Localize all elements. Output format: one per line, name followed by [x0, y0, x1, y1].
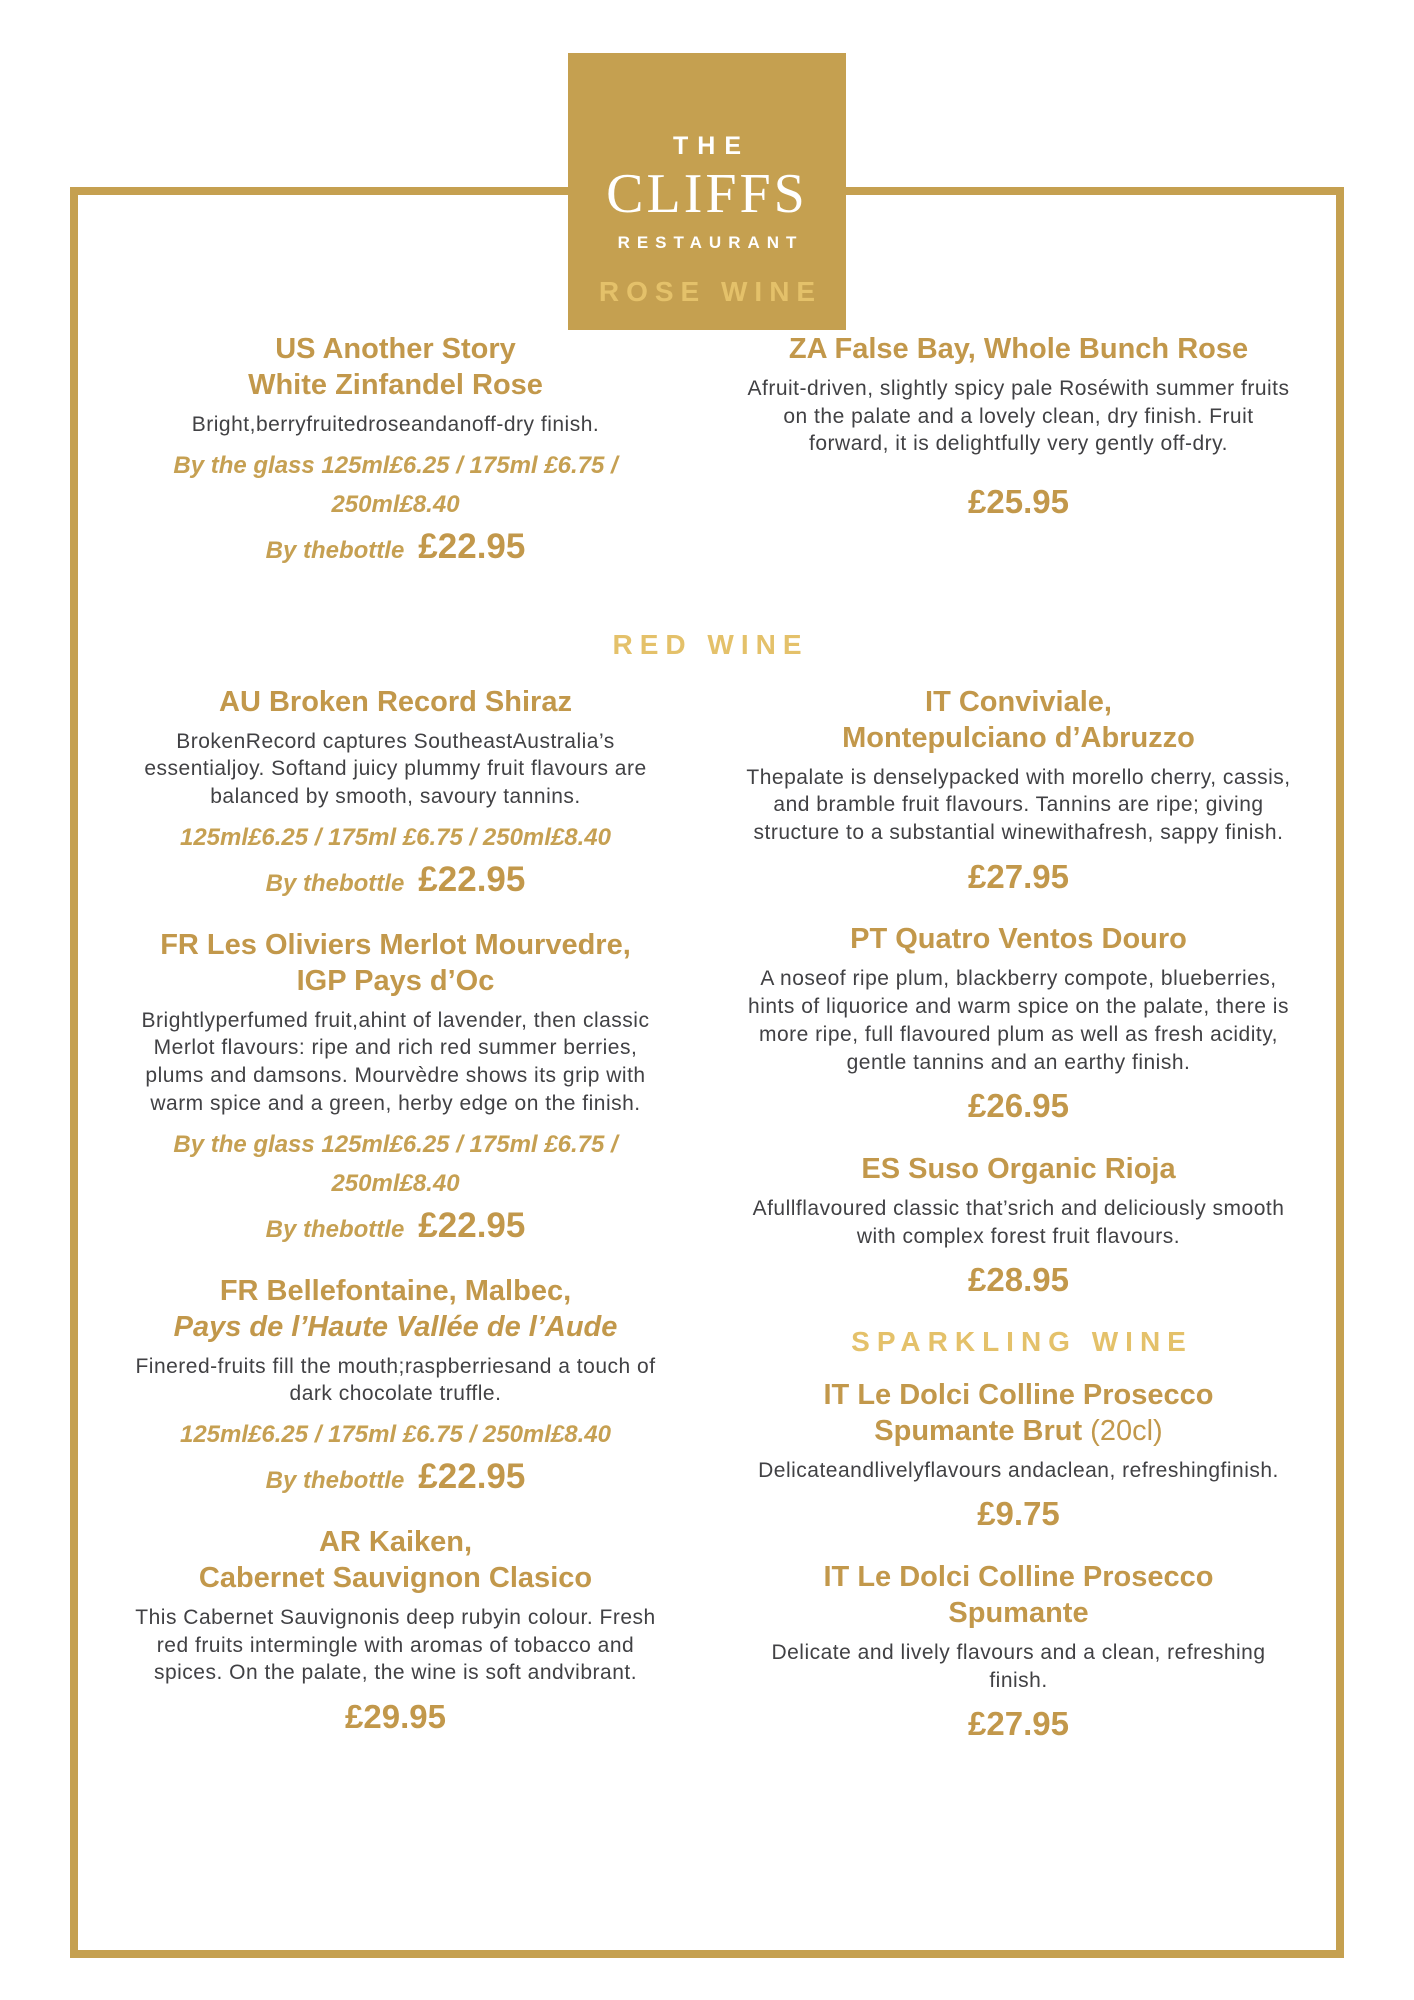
wine-item-prosecco-spumante [715, 1560, 1322, 1744]
wine-item-za-false-bay [715, 332, 1322, 522]
bottle-price: £22.95 [418, 1205, 526, 1245]
wine-title-line2: IGP Pays d’Oc [296, 964, 495, 997]
wine-title [715, 685, 1322, 757]
red-wine-section-header: RED WINE [612, 628, 809, 660]
rose-left-column [84, 332, 707, 595]
by-the-glass-price-line: 125ml£6.25 / 175ml £6.75 / 250ml£8.40 [179, 1421, 611, 1449]
logo-restaurant-text: RESTAURANT [617, 233, 804, 253]
rose-wine-columns [84, 332, 1330, 595]
wine-title-size-suffix: (20cl) [1082, 1414, 1163, 1447]
wine-description: Finered-fruits fill the mouth;raspberriesand a touch of dark chocolate truffle. [135, 1354, 656, 1406]
by-the-bottle-label: By thebottle [265, 1215, 405, 1243]
wine-title-line2: White Zinfandel Rose [248, 368, 543, 401]
wine-description: Delicate and lively flavours and a clean, refreshing finish. [771, 1640, 1266, 1692]
wine-title [92, 1525, 699, 1597]
wine-title-line1: FR Bellefontaine, Malbec, [219, 1274, 572, 1307]
bottle-price: £27.95 [968, 857, 1069, 895]
wine-title [715, 1560, 1322, 1632]
bottle-price: £9.75 [977, 1495, 1060, 1533]
wine-description: Afruit-driven, slightly spicy pale Roséwith summer fruits on the palate and a lovely clean, dry finish. Fruit forward, it is delightfully very gently off-dry. [747, 376, 1290, 456]
wine-item-fr-bellefontaine [92, 1274, 699, 1499]
rose-wine-section-header: ROSE WINE [598, 276, 823, 307]
bottle-price: £22.95 [418, 527, 526, 566]
bottle-price: £28.95 [968, 1261, 1069, 1299]
menu-content [84, 276, 1330, 1770]
by-the-bottle-label: By thebottle [265, 1467, 405, 1495]
wine-title-line2 [715, 1414, 1322, 1450]
rose-right-column [707, 332, 1330, 548]
by-the-glass-price-line: 125ml£6.25 / 175ml £6.75 / 250ml£8.40 [179, 823, 611, 851]
by-the-bottle-label: By thebottle [265, 870, 405, 898]
wine-title-line1: IT Le Dolci Colline Prosecco [823, 1561, 1214, 1594]
bottle-price: £26.95 [968, 1087, 1069, 1125]
wine-item-us-another-story [92, 332, 699, 569]
by-the-bottle-line [92, 525, 699, 569]
wine-title [92, 1274, 699, 1346]
wine-title-line1: FR Les Oliviers Merlot Mourvedre, [160, 928, 631, 961]
wine-title: AU Broken Record Shiraz [219, 685, 572, 718]
wine-description: Delicateandlivelyflavours andaclean, refreshingfinish. [758, 1458, 1279, 1482]
wine-title: ZA False Bay, Whole Bunch Rose [788, 333, 1249, 365]
wine-description: Bright,berryfruitedroseandanoff-dry finish. [191, 412, 600, 436]
by-the-bottle-line [92, 858, 699, 902]
by-the-bottle-line [92, 1204, 699, 1248]
wine-description: A noseof ripe plum, blackberry compote, blueberries, hints of liquorice and warm spice on the palate, there is more ripe, full flavoured plum as well as fresh acidity, gentle tannins and an earthy finish. [748, 967, 1289, 1074]
wine-title-line2: Cabernet Sauvignon Clasico [198, 1561, 593, 1594]
wine-description: Afullflavoured classic that’srich and deliciously smooth with complex forest fruit flavours. [752, 1196, 1285, 1248]
sparkling-wine-section-header: SPARKLING WINE [851, 1325, 1193, 1357]
logo-cliffs-text: CLIFFS [606, 162, 808, 225]
wine-title: ES Suso Organic Rioja [861, 1152, 1176, 1185]
wine-title [92, 332, 699, 404]
wine-title-line1: US Another Story [275, 333, 516, 365]
wine-title-line2: Montepulciano d’Abruzzo [842, 721, 1195, 754]
wine-title: PT Quatro Ventos Douro [850, 923, 1187, 956]
logo-the-text: THE [673, 131, 750, 160]
wine-item-ar-kaiken [92, 1525, 699, 1737]
red-left-column [84, 685, 707, 1763]
wine-title-line2-bold: Spumante Brut [874, 1414, 1083, 1447]
bottle-price: £29.95 [345, 1698, 446, 1736]
by-the-glass-price-line2: 250ml£8.40 [331, 490, 460, 518]
wine-item-prosecco-spumante-brut [715, 1378, 1322, 1534]
wine-title-line1: IT Le Dolci Colline Prosecco [823, 1378, 1214, 1411]
bottle-price: £25.95 [968, 483, 1069, 521]
red-wine-columns [84, 685, 1330, 1770]
wine-title-line2: Spumante [948, 1596, 1089, 1629]
wine-title [715, 1378, 1322, 1450]
by-the-bottle-label: By thebottle [265, 537, 405, 564]
bottle-price: £22.95 [418, 860, 526, 900]
wine-item-it-conviviale [715, 685, 1322, 897]
wine-item-au-broken-record [92, 685, 699, 902]
bottle-price: £22.95 [418, 1457, 526, 1497]
wine-item-pt-quatro-ventos [715, 922, 1322, 1125]
bottle-price: £27.95 [968, 1705, 1069, 1743]
wine-title-line2: Pays de l’Haute Vallée de l’Aude [173, 1310, 618, 1343]
by-the-glass-price-line1: By the glass 125ml£6.25 / 175ml £6.75 / [173, 1130, 618, 1158]
wine-title-line1: IT Conviviale, [925, 685, 1112, 718]
wine-description: Brightlyperfumed fruit,ahint of lavender, then classic Merlot flavours: ripe and rich red summer berries, plums and damsons. Mourvèdre shows its grip with warm spice and a green, herby edge on the finish. [141, 1008, 650, 1115]
wine-title [92, 928, 699, 1000]
by-the-glass-price-line1: By the glass 125ml£6.25 / 175ml £6.75 / [173, 451, 618, 479]
wine-description: BrokenRecord captures SoutheastAustralia’s essentialjoy. Softand juicy plummy fruit flavours are balanced by smooth, savoury tannins. [144, 729, 647, 809]
wine-description: Thepalate is denselypacked with morello cherry, cassis, and bramble fruit flavours. Tannins are ripe; giving structure to a substantial winewithafresh, sappy finish. [746, 765, 1291, 845]
wine-title-line1: AR Kaiken, [318, 1525, 473, 1558]
by-the-glass-price-line2: 250ml£8.40 [331, 1169, 460, 1197]
wine-item-es-suso [715, 1152, 1322, 1300]
red-right-column [707, 685, 1330, 1770]
wine-item-fr-les-oliviers [92, 928, 699, 1248]
wine-description: This Cabernet Sauvignonis deep rubyin colour. Fresh red fruits intermingle with aromas of tobacco and spices. On the palate, the wine is soft andvibrant. [135, 1605, 656, 1685]
by-the-bottle-line [92, 1455, 699, 1499]
